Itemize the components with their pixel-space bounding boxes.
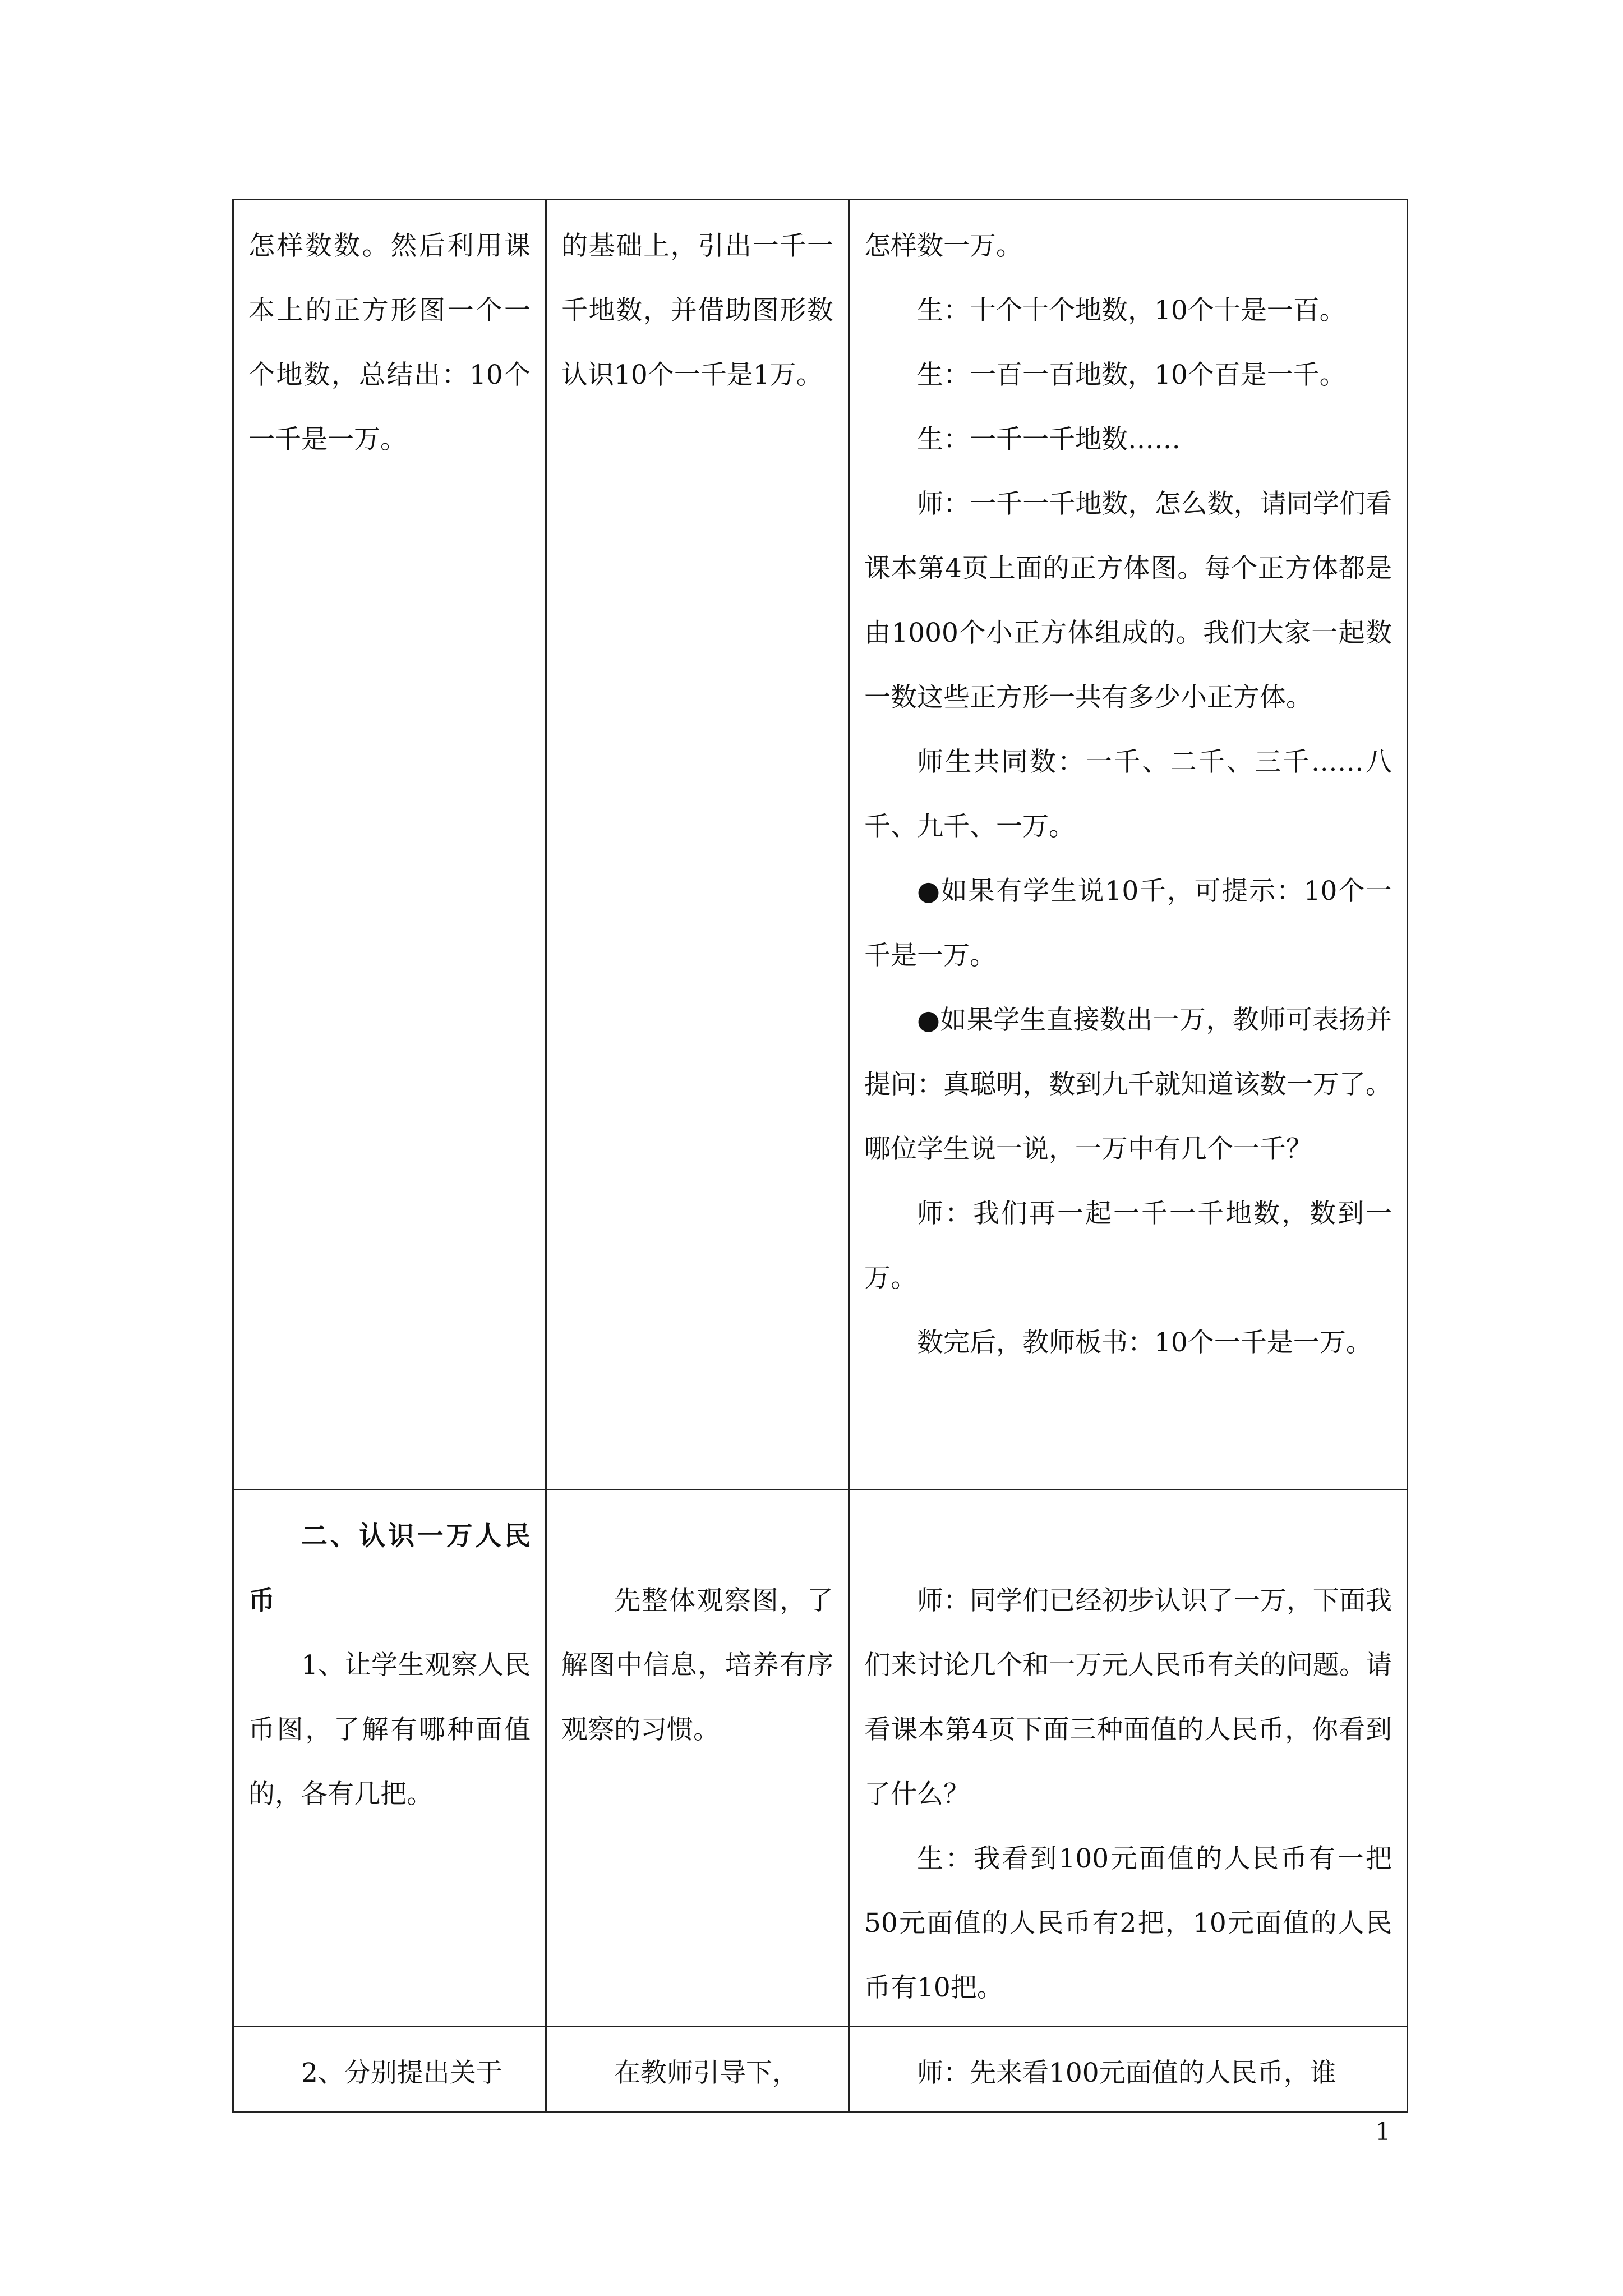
cell-text: 的基础上，引出一千一千地数，并借助图形数认识10个一千是1万。 <box>561 231 833 390</box>
cell-text: ●如果有学生说10千，可提示：10个一千是一万。 <box>864 876 1392 971</box>
table-row <box>233 2027 1408 2112</box>
cell-text: 生：一千一千地数…… <box>917 424 1181 455</box>
cell-text: 师：先来看100元面值的人民币，谁 <box>917 2058 1336 2088</box>
cell-text: ●如果学生直接数出一万，教师可表扬并提问：真聪明，数到九千就知道该数一万了。哪位学生说一说，一万中有几个一千？ <box>864 1005 1392 1165</box>
teaching-content-cell <box>233 200 546 1490</box>
teaching-process-cell <box>849 1490 1408 2027</box>
cell-text: 怎样数数。然后利用课本上的正方形图一个一个地数，总结出：10个一千是一万。 <box>248 231 531 455</box>
teaching-content-cell <box>233 1490 546 2027</box>
cell-text: 2、分别提出关于 <box>301 2058 502 2088</box>
cell-text: 师生共同数：一千、二千、三千……八千、九千、一万。 <box>864 747 1392 842</box>
table-row <box>233 200 1408 1490</box>
teaching-process-cell <box>849 2027 1408 2112</box>
cell-text: 师：同学们已经初步认识了一万，下面我们来讨论几个和一万元人民币有关的问题。请看课本第4页下面三种面值的人民币，你看到了什么？ <box>864 1585 1392 1810</box>
cell-text: 1、让学生观察人民币图，了解有哪种面值的，各有几把。 <box>248 1650 531 1810</box>
cell-text: 在教师引导下， <box>614 2058 799 2088</box>
cell-text: 师：我们再一起一千一千地数，数到一万。 <box>864 1198 1392 1294</box>
design-intent-cell <box>546 200 849 1490</box>
cell-text: 生：十个十个地数，10个十是一百。 <box>917 295 1346 326</box>
lesson-plan-table <box>232 199 1408 2113</box>
cell-text: 生：一百一百地数，10个百是一千。 <box>917 360 1346 390</box>
teaching-process-cell <box>849 200 1408 1490</box>
section-heading: 二、认识一万人民币 <box>248 1521 531 1616</box>
cell-text: 数完后，教师板书：10个一千是一万。 <box>917 1327 1372 1358</box>
cell-text: 怎样数一万。 <box>864 231 1022 261</box>
design-intent-cell <box>546 2027 849 2112</box>
table-row <box>233 1490 1408 2027</box>
page-number: 1 <box>1375 2118 1391 2146</box>
design-intent-cell <box>546 1490 849 2027</box>
cell-text: 先整体观察图，了解图中信息，培养有序观察的习惯。 <box>561 1585 833 1745</box>
cell-text: 生：我看到100元面值的人民币有一把50元面值的人民币有2把，10元面值的人民币有10把。 <box>864 1843 1392 2003</box>
cell-text: 师：一千一千地数，怎么数，请同学们看课本第4页上面的正方体图。每个正方体都是由1000个小正方体组成的。我们大家一起数一数这些正方形一共有多少小正方体。 <box>864 489 1392 713</box>
teaching-content-cell <box>233 2027 546 2112</box>
